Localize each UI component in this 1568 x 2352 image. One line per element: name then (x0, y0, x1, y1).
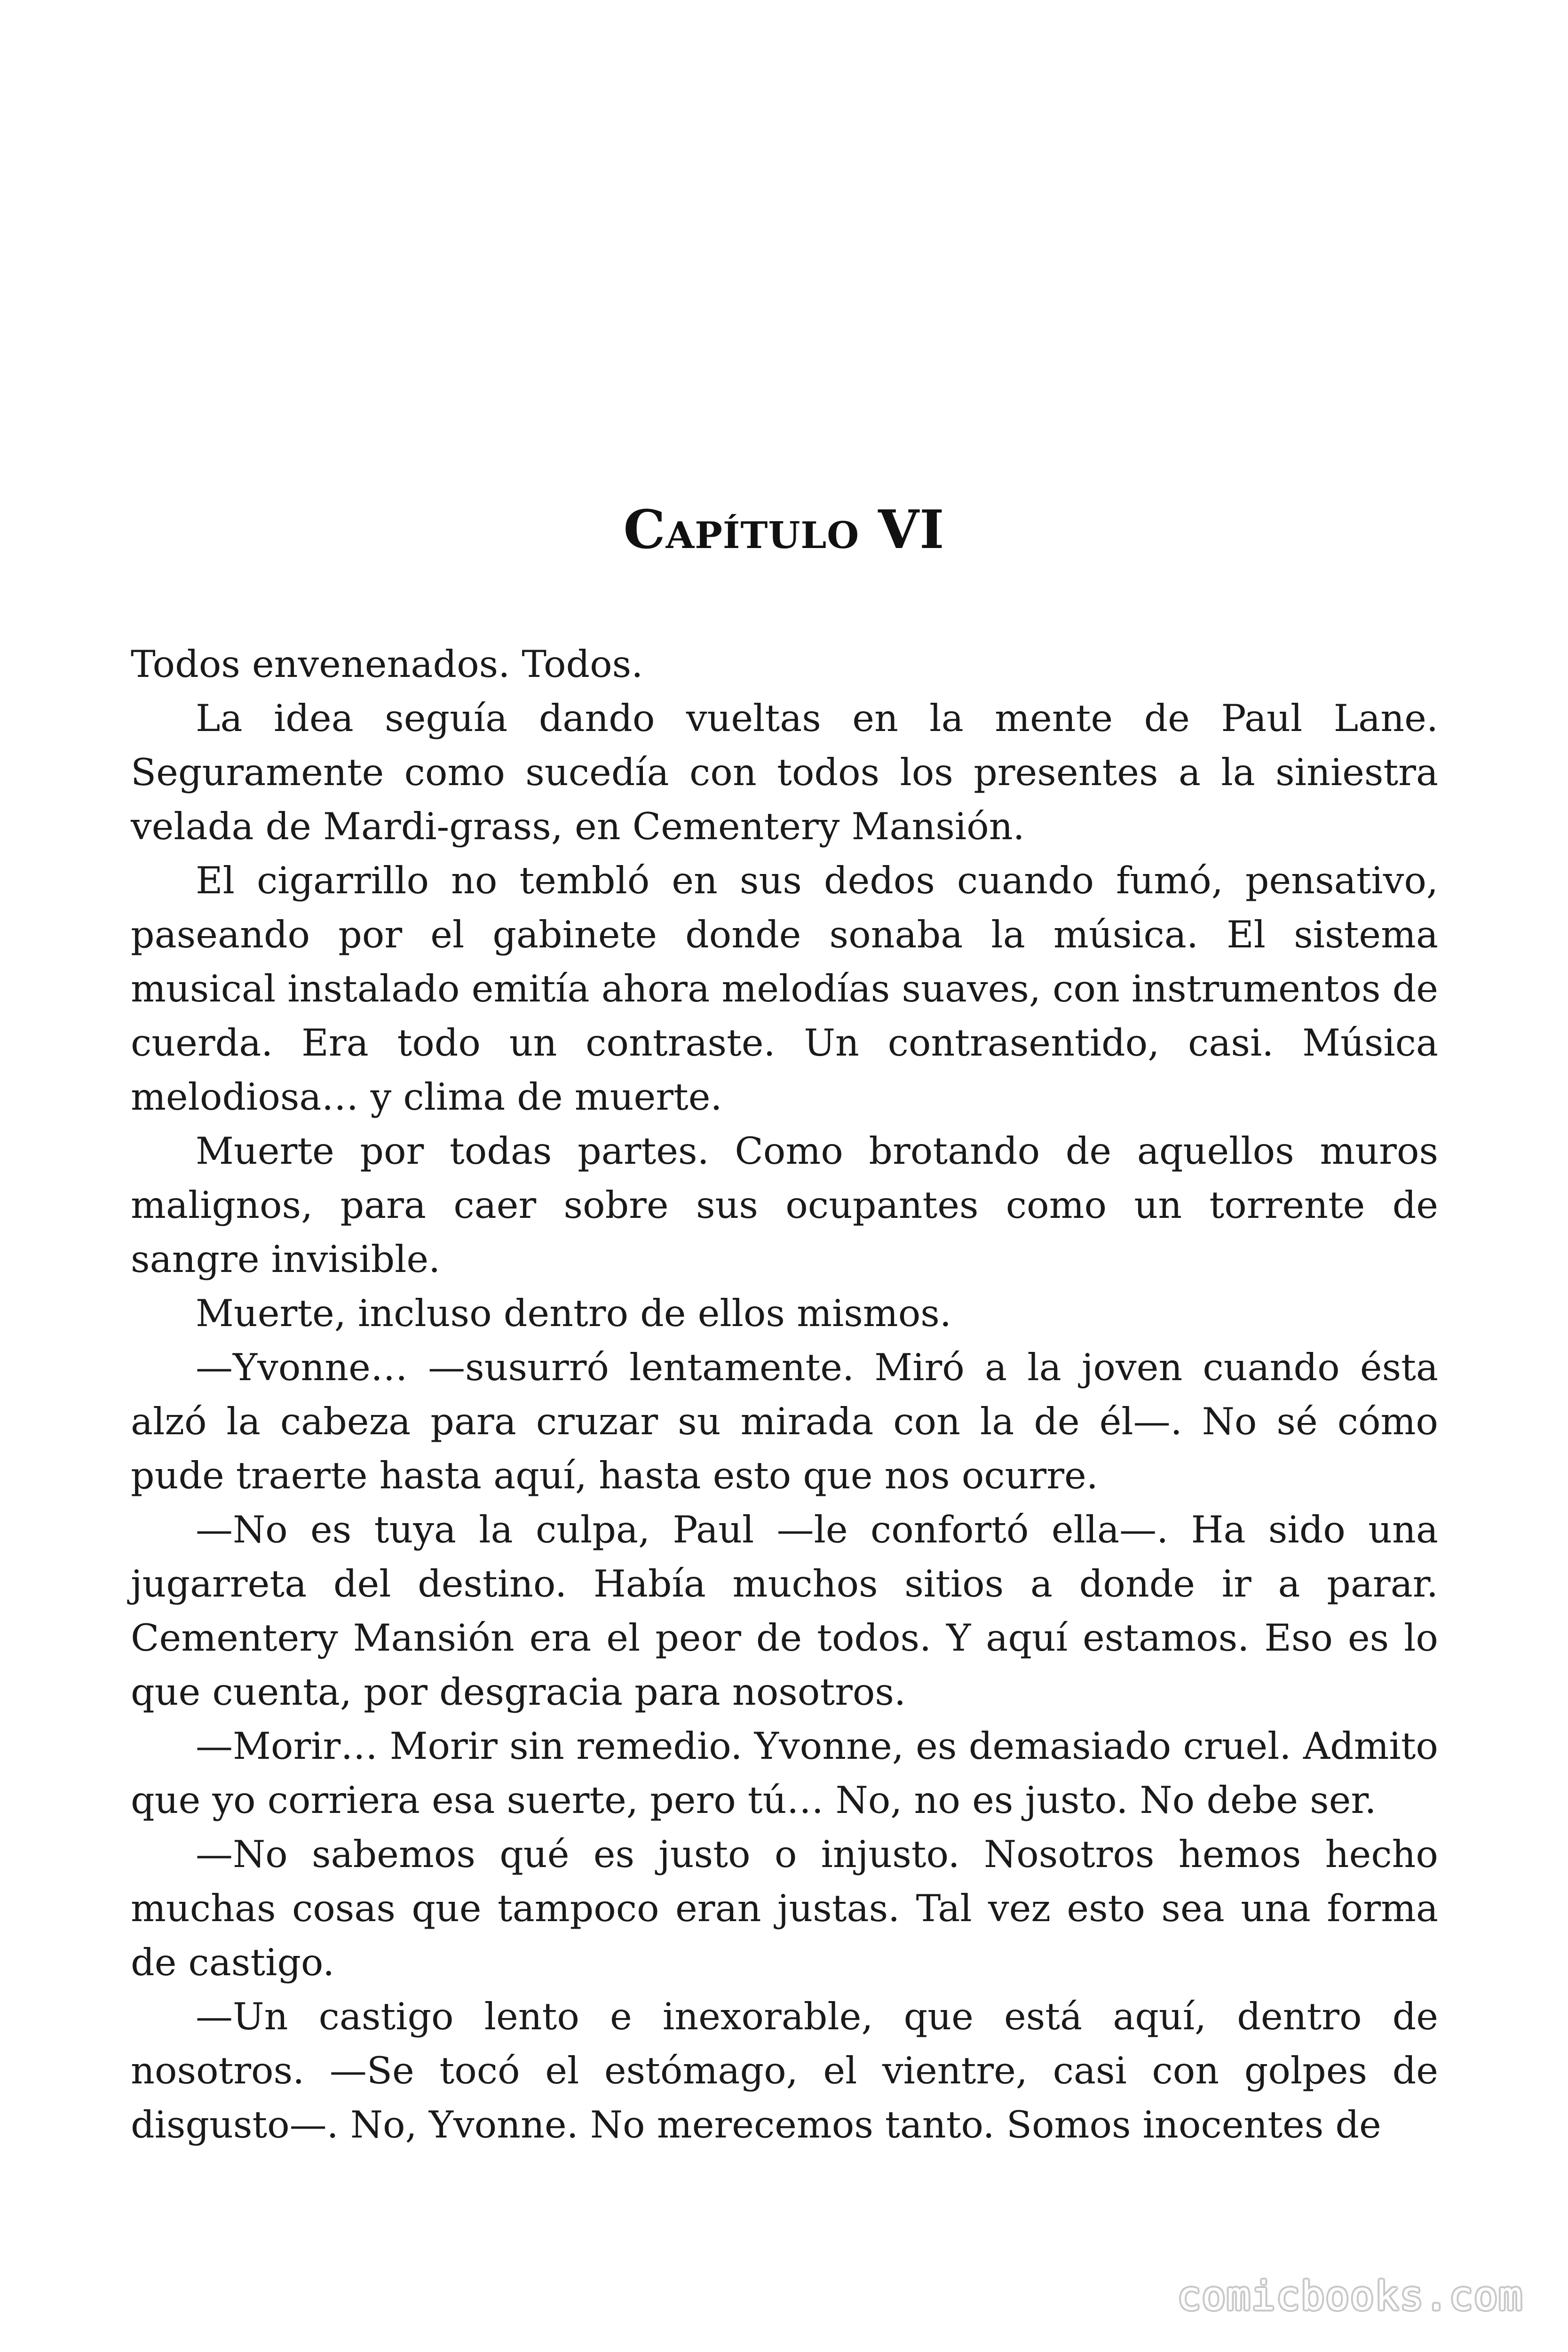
paragraph-6: —Yvonne… —susurró lentamente. Miró a la joven cuando ésta alzó la cabeza para cruzar su mirada con la de él—. No sé cómo pude traerte hasta aquí, hasta esto que nos ocurre. (131, 1346, 1438, 1497)
paragraph-3: El cigarrillo no tembló en sus dedos cuando fumó, pensativo, paseando por el gabinete donde sonaba la música. El sistema musical instalado emitía ahora melodías suaves, con instrumentos de cuerda. Era todo un contraste. Un contrasentido, casi. Música melodiosa… y clima de muerte. (131, 859, 1438, 1119)
paragraph-9: —No sabemos qué es justo o injusto. Nosotros hemos hecho muchas cosas que tampoco eran justas. Tal vez esto sea una forma de castigo. (131, 1833, 1438, 1984)
paragraph-5: Muerte, incluso dentro de ellos mismos. (196, 1292, 951, 1335)
paragraph-8: —Morir… Morir sin remedio. Yvonne, es demasiado cruel. Admito que yo corriera esa suerte, pero tú… No, no es justo. No debe ser. (131, 1724, 1438, 1822)
paragraph-2: La idea seguía dando vueltas en la mente de Paul Lane. Seguramente como sucedía con todos los presentes a la siniestra velada de Mardi-grass, en Cementery Mansión. (131, 697, 1438, 848)
paragraph-7: —No es tuya la culpa, Paul —le confortó ella—. Ha sido una jugarreta del destino. Había muchos sitios a donde ir a parar. Cementery Mansión era el peor de todos. Y aquí estamos. Eso es lo que cuenta, por desgracia para nosotros. (131, 1508, 1438, 1714)
paragraph-10: —Un castigo lento e inexorable, que está aquí, dentro de nosotros. —Se tocó el estómago, el vientre, casi con golpes de disgusto—. No, Yvonne. No merecemos tanto. Somos inocentes de (131, 1995, 1438, 2146)
paragraph-1: Todos envenenados. Todos. (131, 643, 643, 686)
watermark: comicbooks.com (1177, 2273, 1523, 2319)
chapter-body (131, 637, 1438, 2152)
paragraph-4: Muerte por todas partes. Como brotando de aquellos muros malignos, para caer sobre sus ocupantes como un torrente de sangre invisible. (131, 1129, 1438, 1281)
chapter-title: Capítulo VI (623, 499, 945, 561)
